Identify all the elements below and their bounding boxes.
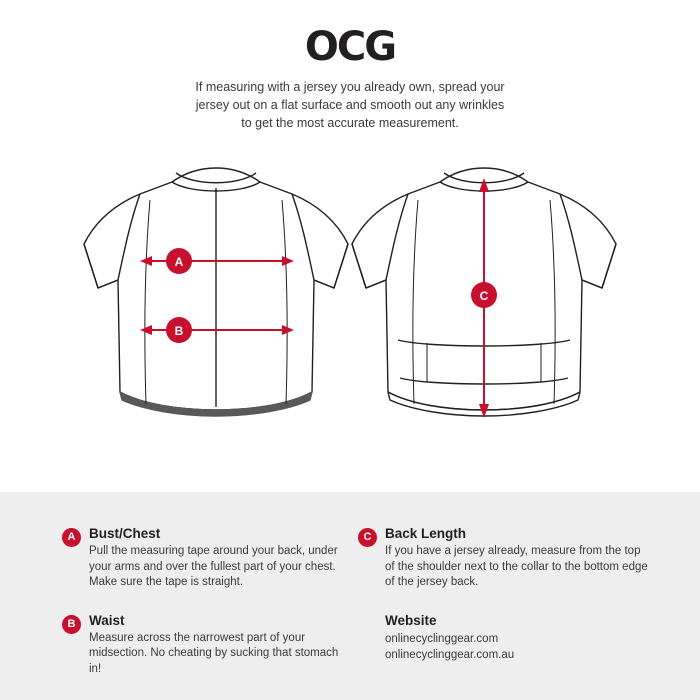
legend-entry-bust-chest — [62, 526, 342, 591]
brand-logo: OCG — [304, 24, 396, 70]
legend-text-bust-chest: Pull the measuring tape around your back, under your arms and over the fullest part of your chest. Make sure the tape is straight. — [89, 545, 338, 588]
badge-b-label: B — [174, 324, 184, 338]
legend-entry-website — [358, 613, 648, 663]
website-link-com[interactable]: onlinecyclinggear.com — [385, 632, 499, 645]
legend-title-bust-chest: Bust/Chest — [89, 526, 161, 541]
badge-a: A — [62, 528, 81, 547]
website-link-com-au[interactable]: onlinecyclinggear.com.au — [385, 648, 515, 661]
front-jersey-outline — [84, 168, 348, 416]
badge-c: C — [358, 528, 377, 547]
legend-column-left — [62, 526, 342, 699]
legend-column-right — [358, 526, 648, 685]
badge-b: B — [62, 615, 81, 634]
legend-title-back-length: Back Length — [385, 526, 467, 541]
jersey-illustrations — [0, 160, 700, 490]
badge-c-label: C — [479, 289, 489, 303]
legend-title-website: Website — [385, 612, 437, 628]
legend-text-waist: Measure across the narrowest part of your midsection. No cheating by sucking that stomach in! — [89, 631, 339, 675]
legend-entry-back-length — [358, 526, 648, 591]
legend-text-back-length: If you have a jersey already, measure from the top of the shoulder next to the collar to the bottom edge of the jersey back. — [385, 545, 648, 588]
intro-text: If measuring with a jersey you already own, spread your jersey out on a flat surface and smooth out any wrinkles to get the most accurate measurement. — [195, 80, 505, 130]
badge-a-label: A — [174, 255, 184, 269]
legend-entry-waist — [62, 613, 342, 678]
legend-panel — [0, 492, 700, 700]
legend-title-waist: Waist — [89, 612, 125, 628]
